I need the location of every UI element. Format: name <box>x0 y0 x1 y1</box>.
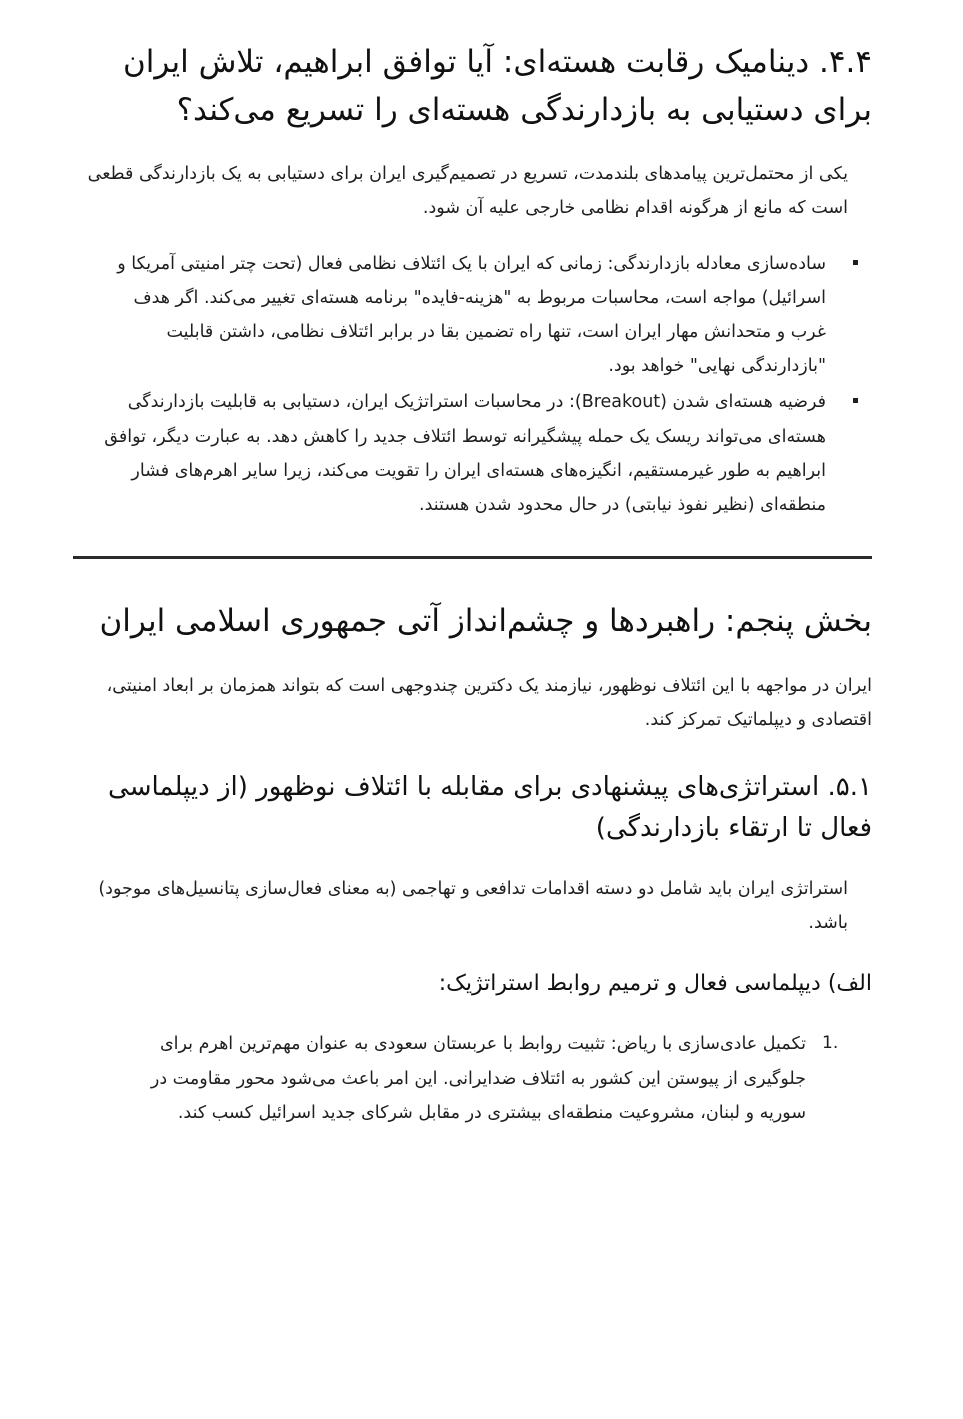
numbered-list-section-5-1 <box>73 1027 872 1129</box>
paragraph-section-5-1-intro: استراتژی ایران باید شامل دو دسته اقدامات تدافعی و تهاجمی (به معنای فعال‌سازی پتانسیل‌های موجود) باشد. <box>98 879 848 934</box>
paragraph-section-5-intro: ایران در مواجهه با این ائتلاف نوظهور، نیازمند یک دکترین چندوجهی است که بتواند همزمان بر ابعاد امنیتی، اقتصادی و دیپلماتیک تمرکز کند. <box>106 675 872 730</box>
list-item: ساده‌سازی معادله بازدارندگی: زمانی که ایران با یک ائتلاف نظامی فعال (تحت چتر امنیتی آمریکا و اسرائیل) مواجه است، محاسبات مربوط به "هزینه-فایده" برنامه هسته‌ای تغییر می‌کند. اگر هدف غرب و متحدانش مهار ایران است، تنها راه تضمین بقا در برابر ائتلاف نظامی، داشتن قابلیت "بازدارندگی نهایی" خواهد بود. <box>73 247 872 384</box>
list-item <box>73 1027 872 1129</box>
heading-section-5: بخش پنجم: راهبردها و چشم‌انداز آتی جمهوری اسلامی ایران <box>99 602 872 639</box>
heading-subsection-alef: الف) دیپلماسی فعال و ترمیم روابط استراتژیک: <box>438 971 872 997</box>
list-item-text: تکمیل عادی‌سازی با ریاض: تثبیت روابط با عربستان سعودی به عنوان مهم‌ترین اهرم برای جلوگیری از پیوستن این کشور به ائتلاف ضدایرانی. این امر باعث می‌شود محور مقاومت در سوریه و لبنان، مشروعیت منطقه‌ای بیشتری در مقابل شرکای جدید اسرائیل کسب کند. <box>150 1034 806 1123</box>
heading-section-4-4: ۴.۴. دینامیک رقابت هسته‌ای: آیا توافق ابراهیم، تلاش ایران برای دستیابی به بازدارندگی هسته‌ای را تسریع می‌کند؟ <box>123 44 872 129</box>
paragraph-section-4-4-intro: یکی از محتمل‌ترین پیامدهای بلندمدت، تسریع در تصمیم‌گیری ایران برای دستیابی به یک بازدارندگی قطعی است که مانع از هرگونه اقدام نظامی خارجی علیه آن شود. <box>87 163 848 218</box>
list-item: فرضیه هسته‌ای شدن (Breakout): در محاسبات استراتژیک ایران، دستیابی به قابلیت بازدارندگی هسته‌ای می‌تواند ریسک یک حمله پیشگیرانه توسط ائتلاف جدید را کاهش دهد. به عبارت دیگر، توافق ابراهیم به طور غیرمستقیم، انگیزه‌های هسته‌ای ایران را تقویت می‌کند، زیرا سایر اهرم‌های فشار منطقه‌ای (نظیر نفوذ نیابتی) در حال محدود شدن هستند. <box>73 385 872 522</box>
list-item-marker: 1. <box>822 1033 839 1054</box>
bullet-list-section-4-4 <box>73 247 872 522</box>
heading-section-5-1: ۵.۱. استراتژی‌های پیشنهادی برای مقابله با ائتلاف نوظهور (از دیپلماسی فعال تا ارتقاء بازدارندگی) <box>108 771 872 844</box>
section-divider <box>73 556 872 559</box>
